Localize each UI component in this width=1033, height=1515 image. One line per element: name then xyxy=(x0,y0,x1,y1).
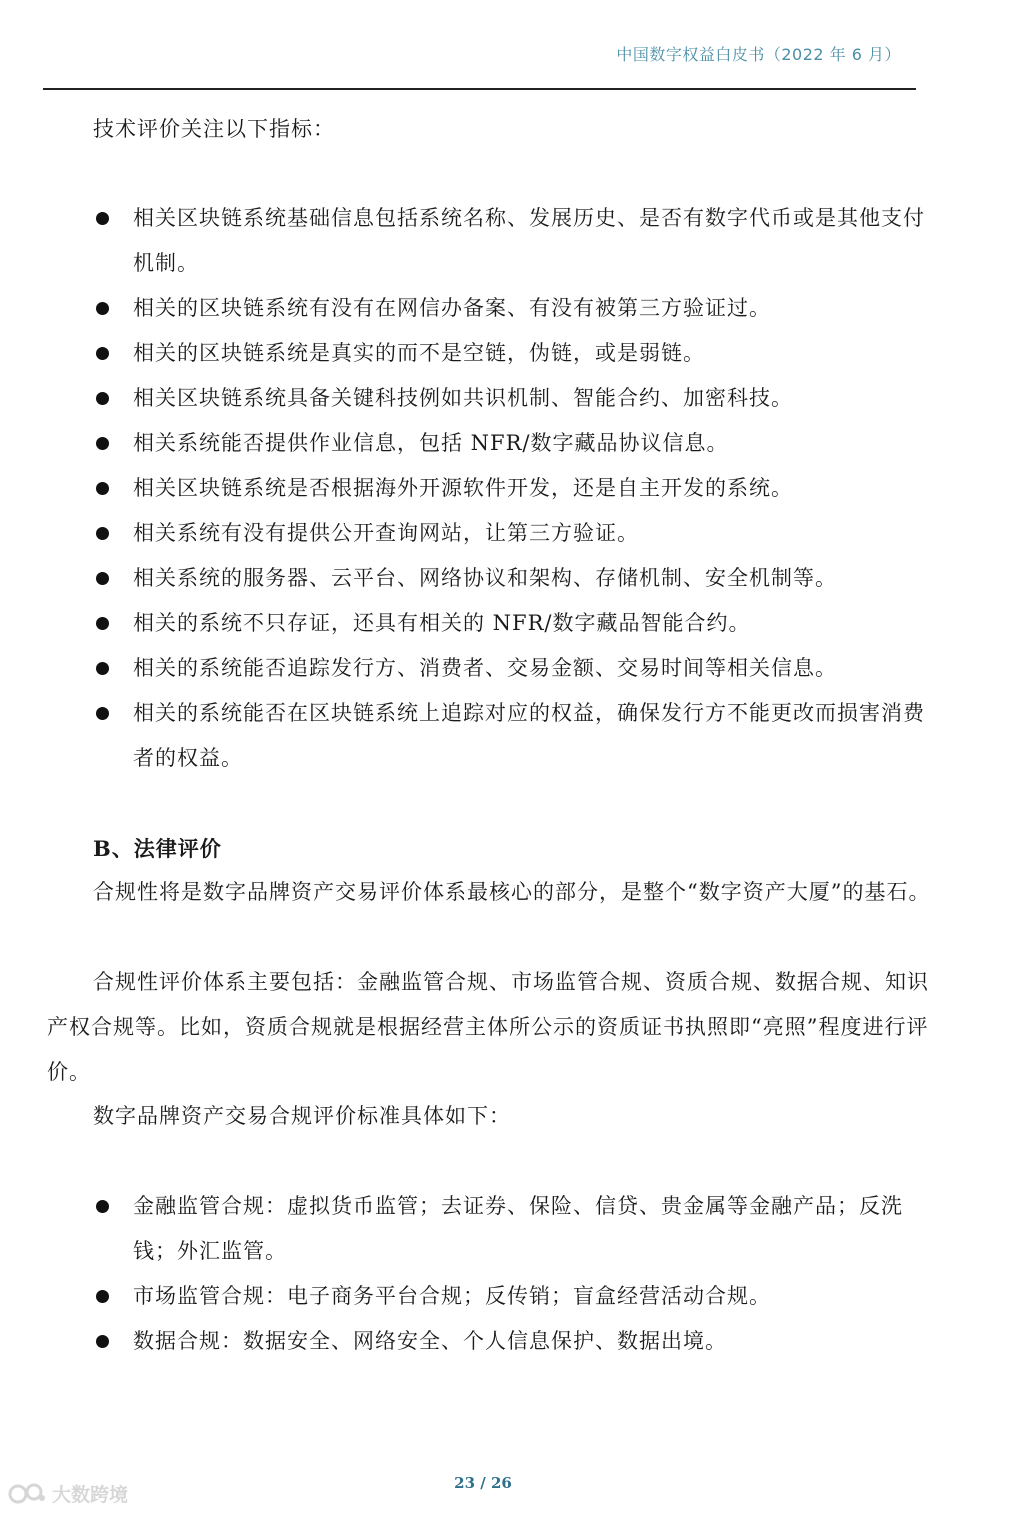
list-item: 相关的系统不只存证，还具有相关的 NFR/数字藏品智能合约。 xyxy=(47,601,932,646)
header-divider xyxy=(43,88,916,90)
bullet-icon xyxy=(96,707,109,720)
tech-indicator-list xyxy=(47,196,932,781)
bullet-icon xyxy=(96,347,109,360)
watermark-logo-icon xyxy=(8,1482,48,1506)
bullet-icon xyxy=(96,1335,109,1348)
page-number: 23 / 26 xyxy=(454,1474,512,1492)
watermark xyxy=(8,1480,128,1507)
watermark-text: 大数跨境 xyxy=(52,1484,129,1506)
list-item: 相关区块链系统具备关键科技例如共识机制、智能合约、加密科技。 xyxy=(47,376,932,421)
paragraph: 合规性评价体系主要包括：金融监管合规、市场监管合规、资质合规、数据合规、知识产权合规等。比如，资质合规就是根据经营主体所公示的资质证书执照即“亮照”程度进行评价。 xyxy=(47,970,929,1084)
list-item: 相关区块链系统是否根据海外开源软件开发，还是自主开发的系统。 xyxy=(47,466,932,511)
compliance-criteria-list xyxy=(47,1184,932,1364)
paragraph: 数字品牌资产交易合规评价标准具体如下： xyxy=(93,1104,511,1128)
bullet-icon xyxy=(96,527,109,540)
list-item: 相关区块链系统基础信息包括系统名称、发展历史、是否有数字代币或是其他支付机制。 xyxy=(47,196,932,286)
bullet-icon xyxy=(96,617,109,630)
section-heading: B、法律评价 xyxy=(93,836,222,861)
list-item: 相关的区块链系统是真实的而不是空链，伪链，或是弱链。 xyxy=(47,331,932,376)
list-item: 相关的系统能否追踪发行方、消费者、交易金额、交易时间等相关信息。 xyxy=(47,646,932,691)
bullet-icon xyxy=(96,482,109,495)
bullet-icon xyxy=(96,302,109,315)
list-item: 相关的区块链系统有没有在网信办备案、有没有被第三方验证过。 xyxy=(47,286,932,331)
bullet-icon xyxy=(96,662,109,675)
bullet-icon xyxy=(96,572,109,585)
list-item: 市场监管合规：电子商务平台合规；反传销；盲盒经营活动合规。 xyxy=(47,1274,932,1319)
list-item: 相关系统有没有提供公开查询网站，让第三方验证。 xyxy=(47,511,932,556)
list-item: 数据合规：数据安全、网络安全、个人信息保护、数据出境。 xyxy=(47,1319,932,1364)
bullet-icon xyxy=(96,1200,109,1213)
list-item: 相关系统的服务器、云平台、网络协议和架构、存储机制、安全机制等。 xyxy=(47,556,932,601)
list-item: 相关的系统能否在区块链系统上追踪对应的权益，确保发行方不能更改而损害消费者的权益。 xyxy=(47,691,932,781)
list-item: 相关系统能否提供作业信息，包括 NFR/数字藏品协议信息。 xyxy=(47,421,932,466)
bullet-icon xyxy=(96,392,109,405)
paragraph: 合规性将是数字品牌资产交易评价体系最核心的部分，是整个“数字资产大厦”的基石。 xyxy=(93,880,931,904)
bullet-icon xyxy=(96,212,109,225)
list-item: 金融监管合规：虚拟货币监管；去证券、保险、信贷、贵金属等金融产品；反洗钱；外汇监管。 xyxy=(47,1184,932,1274)
bullet-icon xyxy=(96,437,109,450)
header-title: 中国数字权益白皮书（2022 年 6 月） xyxy=(616,45,901,64)
intro-paragraph: 技术评价关注以下指标： xyxy=(93,117,335,141)
bullet-icon xyxy=(96,1290,109,1303)
